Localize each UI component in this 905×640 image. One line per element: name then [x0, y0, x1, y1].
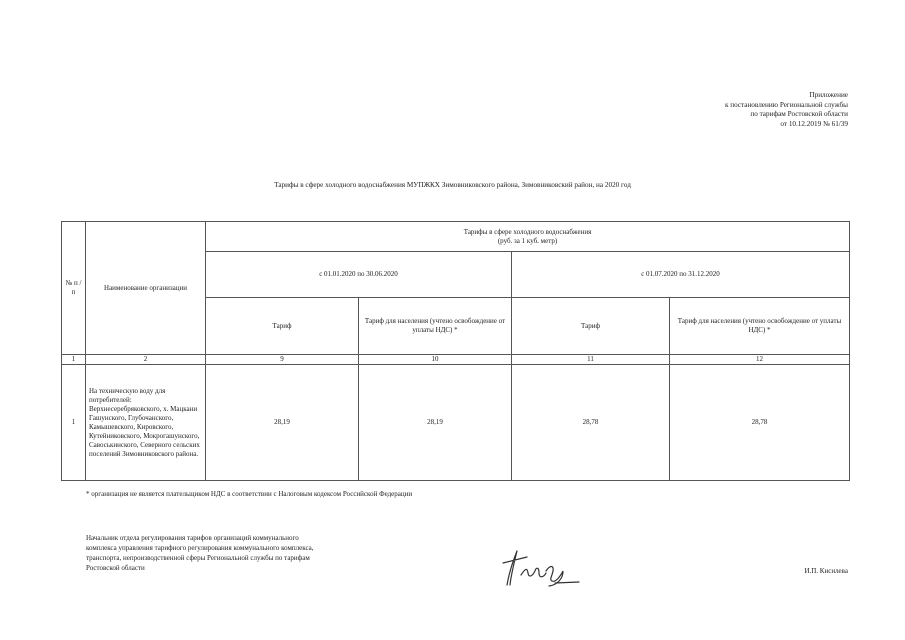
header-group-line2: (руб. за 1 куб. метр) [497, 236, 558, 245]
row-num: 1 [62, 365, 86, 481]
index-cell: 9 [206, 355, 359, 365]
row-value: 28,78 [670, 365, 850, 481]
table-index-row [62, 355, 850, 365]
header-tariff: Тариф [206, 298, 359, 355]
appendix-header [725, 91, 848, 129]
signature-line: Ростовской области [86, 564, 145, 572]
header-tariff-pop: Тариф для населения (учтено освобождение от уплаты НДС) * [359, 298, 512, 355]
index-cell: 2 [86, 355, 206, 365]
row-value: 28,78 [512, 365, 670, 481]
appendix-line: от 10.12.2019 № 61/39 [780, 119, 848, 128]
index-cell: 1 [62, 355, 86, 365]
signature-line: комплекса управления тарифного регулирования коммунального комплекса, [86, 544, 314, 552]
appendix-line: по тарифам Ростовской области [750, 110, 848, 119]
signature-line: транспорта, непроизводственной сферы Региональной службы по тарифам [86, 554, 310, 562]
index-cell: 12 [670, 355, 850, 365]
index-cell: 11 [512, 355, 670, 365]
header-group [206, 222, 850, 252]
signer-name: И.П. Кисилева [804, 567, 848, 575]
appendix-line: к постановлению Региональной службы [724, 100, 848, 109]
header-group-line1: Тарифы в сфере холодного водоснабжения [463, 227, 592, 236]
index-cell: 10 [359, 355, 512, 365]
tariff-table [61, 221, 850, 481]
appendix-line: Приложение [809, 91, 848, 99]
signature-block [86, 533, 314, 573]
handwritten-signature-icon [497, 545, 587, 590]
row-value: 28,19 [359, 365, 512, 481]
header-period-2: с 01.07.2020 по 31.12.2020 [512, 252, 850, 298]
header-org: Наименование организации [86, 222, 206, 355]
row-value: 28,19 [206, 365, 359, 481]
header-tariff-pop: Тариф для населения (учтено освобождение от уплаты НДС) * [670, 298, 850, 355]
footnote: * организация не является плательщиком НДС в соответствии с Налоговым кодексом Российской Федерации [86, 490, 413, 498]
document-title: Тарифы в сфере холодного водоснабжения МУПЖКХ Зимовниковского района, Зимовниковский район, на 2020 год [274, 181, 631, 189]
signature-line: Начальник отдела регулирования тарифов организаций коммунального [86, 534, 299, 542]
table-header-row [62, 222, 850, 252]
header-tariff: Тариф [512, 298, 670, 355]
header-period-1: с 01.01.2020 по 30.06.2020 [206, 252, 512, 298]
header-num: № п /п [62, 222, 86, 355]
table-row [62, 365, 850, 481]
row-org: На техническую воду для потребителей: Верхнесеребряковского, х. Мацкани Гашунского, Глубочанского, Камышевского, Кировского, Кутейниковского, Мокрогашунского, Савоськинского, Северного сельских поселений Зимовниковского района. [86, 365, 206, 481]
